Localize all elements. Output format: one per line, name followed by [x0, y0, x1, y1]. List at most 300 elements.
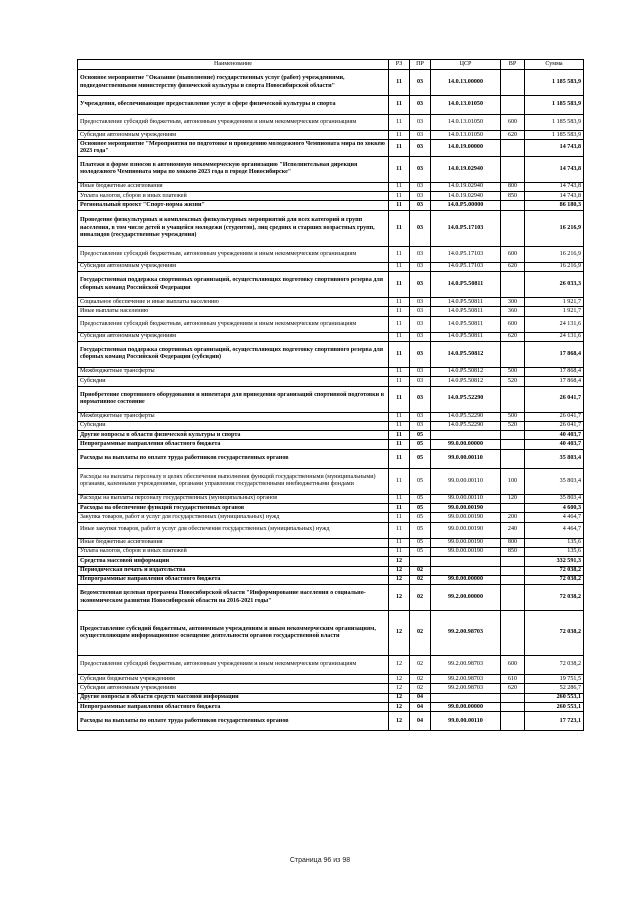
cell-rz: 11: [389, 298, 410, 307]
table-row: [78, 611, 584, 656]
cell-name: Платежи в форме взносов в автономную некоммерческую организацию "Исполнительная дирекция молодежного Чемпионата мира по хоккею 2023 года в городе Новосибирске": [78, 156, 389, 182]
cell-pr: 02: [410, 675, 431, 684]
header-rz: РЗ: [389, 60, 410, 70]
cell-name: Межбюджетные трансферты: [78, 367, 389, 376]
cell-pr: 02: [410, 566, 431, 575]
cell-rz: 11: [389, 246, 410, 262]
cell-rz: 11: [389, 307, 410, 316]
cell-name: Другие вопросы в области физической культуры и спорта: [78, 431, 389, 440]
cell-name: Субсидии: [78, 377, 389, 386]
cell-csr: [431, 693, 501, 702]
table-row: [78, 421, 584, 430]
cell-name: Субсидии бюджетным учреждениям: [78, 675, 389, 684]
cell-vr: [501, 557, 525, 566]
cell-vr: 600: [501, 246, 525, 262]
cell-rz: 11: [389, 192, 410, 201]
cell-sum: 1 921,7: [525, 307, 584, 316]
cell-name: Расходы на обеспечение функций государственных органов: [78, 504, 389, 513]
cell-name: Расходы на выплаты по оплате труда работников государственных органов: [78, 712, 389, 731]
cell-rz: 11: [389, 449, 410, 468]
table-row: [78, 693, 584, 702]
cell-rz: 12: [389, 684, 410, 693]
table-row: [78, 70, 584, 96]
table-row: [78, 367, 584, 376]
cell-vr: 620: [501, 131, 525, 140]
cell-sum: 72 038,2: [525, 656, 584, 675]
cell-rz: 12: [389, 611, 410, 656]
cell-csr: 14.0.19.02940: [431, 192, 501, 201]
cell-pr: 03: [410, 262, 431, 271]
cell-rz: 12: [389, 585, 410, 611]
cell-vr: 120: [501, 494, 525, 503]
cell-vr: 600: [501, 656, 525, 675]
cell-vr: [501, 386, 525, 412]
cell-csr: 99.2.00.98703: [431, 656, 501, 675]
cell-sum: 1 185 583,9: [525, 70, 584, 96]
table-row: [78, 316, 584, 332]
table-header-row: [78, 60, 584, 70]
cell-rz: 12: [389, 575, 410, 584]
cell-sum: 40 403,7: [525, 440, 584, 449]
cell-sum: 72 038,2: [525, 566, 584, 575]
cell-pr: 03: [410, 246, 431, 262]
cell-csr: 14.0.P5.00000: [431, 201, 501, 210]
cell-pr: 04: [410, 712, 431, 731]
cell-vr: [501, 504, 525, 513]
cell-rz: 11: [389, 538, 410, 547]
table-row: [78, 522, 584, 538]
cell-sum: 16 216,9: [525, 262, 584, 271]
cell-rz: 12: [389, 712, 410, 731]
cell-vr: [501, 611, 525, 656]
cell-sum: 19 751,5: [525, 675, 584, 684]
table-row: [78, 377, 584, 386]
cell-sum: 26 041,7: [525, 421, 584, 430]
cell-pr: 03: [410, 115, 431, 131]
table-row: [78, 703, 584, 712]
cell-name: Учреждения, обеспечивающие предоставление услуг в сфере физической культуры и спорта: [78, 96, 389, 115]
page-footer: Страница 96 из 98: [289, 857, 351, 864]
cell-name: Региональный проект "Спорт-норма жизни": [78, 201, 389, 210]
cell-name: Предоставление субсидий бюджетным, автономным учреждениям и иным некоммерческим организациям, осуществляющим информационное освещение деятельности органов государственной власти: [78, 611, 389, 656]
cell-csr: 14.0.P5.52290: [431, 421, 501, 430]
cell-name: Расходы на выплаты персоналу в целях обеспечения выполнения функций государственными (муниципальными) органами, казенными учреждениями, органами управления государственными внебюджетными фондами: [78, 468, 389, 494]
cell-rz: 12: [389, 693, 410, 702]
cell-name: Государственная поддержка спортивных организаций, осуществляющих подготовку спортивного резерва для сборных команд Российской Федерации (субсидии): [78, 341, 389, 367]
cell-name: Межбюджетные трансферты: [78, 412, 389, 421]
table-row: [78, 468, 584, 494]
table-row: [78, 547, 584, 556]
cell-sum: 4 464,7: [525, 522, 584, 538]
cell-csr: 14.0.P5.50811: [431, 316, 501, 332]
table-row: [78, 504, 584, 513]
header-vr: ВР: [501, 60, 525, 70]
cell-csr: 99.0.00.00000: [431, 575, 501, 584]
cell-rz: 11: [389, 140, 410, 157]
cell-rz: 11: [389, 131, 410, 140]
cell-sum: 52 286,7: [525, 684, 584, 693]
cell-pr: 05: [410, 522, 431, 538]
cell-sum: 1 185 583,9: [525, 96, 584, 115]
cell-rz: 11: [389, 377, 410, 386]
cell-pr: 02: [410, 585, 431, 611]
cell-vr: [501, 703, 525, 712]
cell-sum: 72 038,2: [525, 585, 584, 611]
table-row: [78, 131, 584, 140]
cell-vr: [501, 210, 525, 246]
cell-pr: 05: [410, 504, 431, 513]
cell-rz: 11: [389, 272, 410, 298]
cell-vr: [501, 431, 525, 440]
cell-name: Другие вопросы в области средств массовой информации: [78, 693, 389, 702]
cell-name: Основное мероприятие "Оказание (выполнение) государственных услуг (работ) учреждениями, подведомственными министерству физической культуры и спорта Новосибирской области": [78, 70, 389, 96]
cell-name: Государственная поддержка спортивных организаций, осуществляющих подготовку спортивного резерва для сборных команд Российской Федерации: [78, 272, 389, 298]
cell-sum: 35 803,4: [525, 468, 584, 494]
cell-name: Непрограммные направления областного бюджета: [78, 440, 389, 449]
cell-name: Расходы на выплаты персоналу государственных (муниципальных) органов: [78, 494, 389, 503]
table-row: [78, 675, 584, 684]
cell-csr: 14.0.P5.52290: [431, 386, 501, 412]
cell-csr: 14.0.P5.50811: [431, 307, 501, 316]
cell-vr: 100: [501, 468, 525, 494]
cell-sum: 17 723,1: [525, 712, 584, 731]
cell-name: Расходы на выплаты по оплате труда работников государственных органов: [78, 449, 389, 468]
cell-name: Предоставление субсидий бюджетным, автономным учреждениям и иным некоммерческим организациям: [78, 316, 389, 332]
cell-csr: 99.0.00.00190: [431, 504, 501, 513]
cell-pr: 05: [410, 468, 431, 494]
cell-csr: 14.0.P5.52290: [431, 412, 501, 421]
cell-pr: 05: [410, 494, 431, 503]
cell-vr: 610: [501, 675, 525, 684]
cell-name: Непрограммные направления областного бюджета: [78, 575, 389, 584]
cell-name: Иные выплаты населению: [78, 307, 389, 316]
cell-csr: 99.0.00.00000: [431, 703, 501, 712]
cell-csr: 14.0.P5.50811: [431, 298, 501, 307]
table-row: [78, 557, 584, 566]
cell-name: Средства массовой информации: [78, 557, 389, 566]
cell-pr: 02: [410, 611, 431, 656]
table-row: [78, 246, 584, 262]
table-row: [78, 192, 584, 201]
cell-sum: 4 464,7: [525, 513, 584, 522]
cell-pr: 03: [410, 421, 431, 430]
cell-csr: 14.0.19.02940: [431, 182, 501, 191]
cell-csr: 14.0.P5.50811: [431, 332, 501, 341]
cell-vr: 500: [501, 367, 525, 376]
cell-vr: 800: [501, 538, 525, 547]
cell-vr: [501, 693, 525, 702]
cell-sum: 24 131,6: [525, 316, 584, 332]
cell-name: Предоставление субсидий бюджетным, автономным учреждениям и иным некоммерческим организациям: [78, 115, 389, 131]
cell-pr: 03: [410, 210, 431, 246]
cell-csr: 14.0.P5.17103: [431, 262, 501, 271]
cell-rz: 11: [389, 182, 410, 191]
cell-name: Уплата налогов, сборов и иных платежей: [78, 547, 389, 556]
cell-sum: 26 041,7: [525, 412, 584, 421]
cell-sum: 14 743,8: [525, 182, 584, 191]
cell-pr: 03: [410, 192, 431, 201]
cell-sum: 24 131,6: [525, 332, 584, 341]
cell-csr: 14.0.13.01050: [431, 115, 501, 131]
budget-table: [77, 59, 584, 731]
cell-csr: 99.0.00.00110: [431, 449, 501, 468]
cell-pr: 03: [410, 182, 431, 191]
cell-vr: [501, 585, 525, 611]
cell-sum: 35 803,4: [525, 494, 584, 503]
cell-rz: 11: [389, 440, 410, 449]
cell-pr: 03: [410, 316, 431, 332]
cell-csr: 99.0.00.00190: [431, 538, 501, 547]
cell-sum: 16 216,9: [525, 210, 584, 246]
cell-name: Иные бюджетные ассигнования: [78, 182, 389, 191]
table-row: [78, 412, 584, 421]
cell-name: Ведомственная целевая программа Новосибирской области "Информирование населения о социально-экономическом развитии Новосибирской области на 2016-2021 годы": [78, 585, 389, 611]
header-sum: Сумма: [525, 60, 584, 70]
cell-pr: 03: [410, 140, 431, 157]
table-row: [78, 182, 584, 191]
cell-rz: 11: [389, 262, 410, 271]
cell-rz: 11: [389, 332, 410, 341]
cell-csr: 14.0.P5.50812: [431, 341, 501, 367]
cell-csr: 99.0.00.00000: [431, 440, 501, 449]
cell-sum: 332 591,3: [525, 557, 584, 566]
cell-pr: 05: [410, 431, 431, 440]
table-row: [78, 115, 584, 131]
cell-name: Предоставление субсидий бюджетным, автономным учреждениям и иным некоммерческим организациям: [78, 656, 389, 675]
cell-vr: [501, 70, 525, 96]
cell-name: Субсидии автономным учреждениям: [78, 131, 389, 140]
cell-csr: [431, 566, 501, 575]
cell-csr: 14.0.13.01050: [431, 131, 501, 140]
table-row: [78, 272, 584, 298]
cell-vr: [501, 96, 525, 115]
cell-vr: 620: [501, 262, 525, 271]
cell-rz: 11: [389, 341, 410, 367]
cell-rz: 11: [389, 468, 410, 494]
cell-name: Проведение физкультурных и комплексных физкультурных мероприятий для всех категорий и групп населения, в том числе детей и учащейся молодежи (студентов), лиц средних и старших возрастных групп, инвалидов (государственные учреждения): [78, 210, 389, 246]
cell-name: Субсидии автономным учреждениям: [78, 262, 389, 271]
cell-pr: 04: [410, 693, 431, 702]
budget-table-container: [77, 59, 583, 731]
cell-rz: 12: [389, 566, 410, 575]
cell-rz: 12: [389, 703, 410, 712]
cell-csr: 14.0.13.01050: [431, 96, 501, 115]
cell-sum: 72 038,2: [525, 611, 584, 656]
cell-name: Закупка товаров, работ и услуг для государственных (муниципальных) нужд: [78, 513, 389, 522]
cell-rz: 11: [389, 210, 410, 246]
table-row: [78, 513, 584, 522]
cell-vr: 620: [501, 684, 525, 693]
table-row: [78, 494, 584, 503]
cell-sum: 72 038,2: [525, 575, 584, 584]
cell-name: Уплата налогов, сборов и иных платежей: [78, 192, 389, 201]
cell-pr: 05: [410, 513, 431, 522]
cell-pr: 03: [410, 201, 431, 210]
cell-pr: 05: [410, 449, 431, 468]
cell-rz: 11: [389, 421, 410, 430]
cell-name: Приобретение спортивного оборудования и инвентаря для приведения организаций спортивной подготовки в нормативное состояние: [78, 386, 389, 412]
cell-rz: 11: [389, 412, 410, 421]
cell-rz: 11: [389, 70, 410, 96]
table-row: [78, 431, 584, 440]
cell-pr: 05: [410, 440, 431, 449]
cell-pr: [410, 557, 431, 566]
cell-rz: 11: [389, 201, 410, 210]
table-row: [78, 307, 584, 316]
cell-sum: 86 180,3: [525, 201, 584, 210]
cell-csr: 99.0.00.00110: [431, 494, 501, 503]
cell-pr: 03: [410, 70, 431, 96]
cell-name: Субсидии автономным учреждениям: [78, 332, 389, 341]
cell-pr: 03: [410, 156, 431, 182]
cell-vr: [501, 712, 525, 731]
cell-sum: 17 868,4: [525, 341, 584, 367]
cell-sum: 35 803,4: [525, 449, 584, 468]
cell-pr: 05: [410, 538, 431, 547]
cell-pr: 03: [410, 367, 431, 376]
table-row: [78, 96, 584, 115]
table-row: [78, 684, 584, 693]
cell-rz: 11: [389, 386, 410, 412]
cell-name: Иные закупки товаров, работ и услуг для обеспечения государственных (муниципальных) нужд: [78, 522, 389, 538]
cell-csr: 14.0.P5.50812: [431, 377, 501, 386]
cell-name: Субсидии: [78, 421, 389, 430]
cell-sum: 26 033,3: [525, 272, 584, 298]
table-row: [78, 449, 584, 468]
cell-pr: 02: [410, 575, 431, 584]
cell-csr: 14.0.13.00000: [431, 70, 501, 96]
cell-vr: 850: [501, 547, 525, 556]
cell-name: Непрограммные направления областного бюджета: [78, 703, 389, 712]
cell-csr: 99.0.00.00190: [431, 522, 501, 538]
cell-csr: 99.0.00.00110: [431, 712, 501, 731]
cell-pr: 04: [410, 703, 431, 712]
cell-sum: 17 868,4: [525, 377, 584, 386]
cell-sum: 1 185 583,9: [525, 131, 584, 140]
cell-rz: 11: [389, 96, 410, 115]
cell-pr: 02: [410, 684, 431, 693]
table-row: [78, 585, 584, 611]
cell-pr: 03: [410, 272, 431, 298]
table-row: [78, 656, 584, 675]
table-row: [78, 440, 584, 449]
table-row: [78, 566, 584, 575]
cell-vr: 300: [501, 298, 525, 307]
cell-vr: 500: [501, 412, 525, 421]
cell-csr: 99.0.00.00190: [431, 547, 501, 556]
table-row: [78, 332, 584, 341]
cell-rz: 11: [389, 494, 410, 503]
cell-vr: 240: [501, 522, 525, 538]
table-row: [78, 341, 584, 367]
table-row: [78, 140, 584, 157]
cell-vr: [501, 449, 525, 468]
cell-vr: 600: [501, 115, 525, 131]
header-csr: ЦСР: [431, 60, 501, 70]
cell-csr: 99.0.00.00190: [431, 513, 501, 522]
cell-pr: 03: [410, 377, 431, 386]
cell-sum: 4 600,3: [525, 504, 584, 513]
cell-pr: 03: [410, 307, 431, 316]
table-row: [78, 262, 584, 271]
cell-vr: 850: [501, 192, 525, 201]
cell-rz: 11: [389, 115, 410, 131]
cell-vr: 360: [501, 307, 525, 316]
cell-vr: [501, 272, 525, 298]
cell-vr: [501, 575, 525, 584]
cell-name: Периодическая печать и издательства: [78, 566, 389, 575]
cell-rz: 12: [389, 675, 410, 684]
cell-vr: 520: [501, 421, 525, 430]
header-pr: ПР: [410, 60, 431, 70]
cell-csr: 14.0.P5.50812: [431, 367, 501, 376]
cell-sum: 14 743,8: [525, 192, 584, 201]
cell-pr: 02: [410, 656, 431, 675]
cell-rz: 11: [389, 547, 410, 556]
cell-rz: 11: [389, 156, 410, 182]
cell-csr: 99.0.00.00110: [431, 468, 501, 494]
table-row: [78, 156, 584, 182]
cell-sum: 26 041,7: [525, 386, 584, 412]
cell-name: Предоставление субсидий бюджетным, автономным учреждениям и иным некоммерческим организациям: [78, 246, 389, 262]
table-row: [78, 298, 584, 307]
cell-csr: 99.2.00.00000: [431, 585, 501, 611]
header-name: Наименование: [78, 60, 389, 70]
cell-csr: 99.2.00.98703: [431, 675, 501, 684]
cell-sum: 17 868,4: [525, 367, 584, 376]
cell-pr: 05: [410, 547, 431, 556]
cell-rz: 11: [389, 316, 410, 332]
cell-csr: 99.2.00.98703: [431, 684, 501, 693]
cell-sum: 1 185 583,9: [525, 115, 584, 131]
cell-pr: 03: [410, 386, 431, 412]
table-row: [78, 712, 584, 731]
cell-csr: 14.0.19.02940: [431, 156, 501, 182]
cell-rz: 12: [389, 656, 410, 675]
cell-name: Основное мероприятие "Мероприятия по подготовке и проведению молодежного Чемпионата мира по хоккею 2023 года": [78, 140, 389, 157]
cell-sum: 16 216,9: [525, 246, 584, 262]
cell-sum: 135,6: [525, 538, 584, 547]
cell-sum: 1 921,7: [525, 298, 584, 307]
cell-pr: 03: [410, 412, 431, 421]
table-row: [78, 538, 584, 547]
table-row: [78, 386, 584, 412]
cell-name: Социальное обеспечение и иные выплаты населению: [78, 298, 389, 307]
cell-rz: 11: [389, 367, 410, 376]
cell-csr: [431, 557, 501, 566]
cell-sum: 260 553,1: [525, 693, 584, 702]
cell-name: Субсидии автономным учреждениям: [78, 684, 389, 693]
cell-vr: 200: [501, 513, 525, 522]
cell-vr: [501, 566, 525, 575]
cell-pr: 03: [410, 96, 431, 115]
cell-vr: [501, 156, 525, 182]
cell-sum: 40 403,7: [525, 431, 584, 440]
table-row: [78, 575, 584, 584]
cell-vr: [501, 140, 525, 157]
cell-pr: 03: [410, 131, 431, 140]
cell-csr: 99.2.00.98703: [431, 611, 501, 656]
table-row: [78, 201, 584, 210]
cell-sum: 260 553,1: [525, 703, 584, 712]
cell-vr: [501, 440, 525, 449]
cell-sum: 135,6: [525, 547, 584, 556]
cell-rz: 11: [389, 504, 410, 513]
cell-csr: [431, 431, 501, 440]
cell-vr: 620: [501, 332, 525, 341]
cell-vr: 520: [501, 377, 525, 386]
cell-rz: 11: [389, 513, 410, 522]
